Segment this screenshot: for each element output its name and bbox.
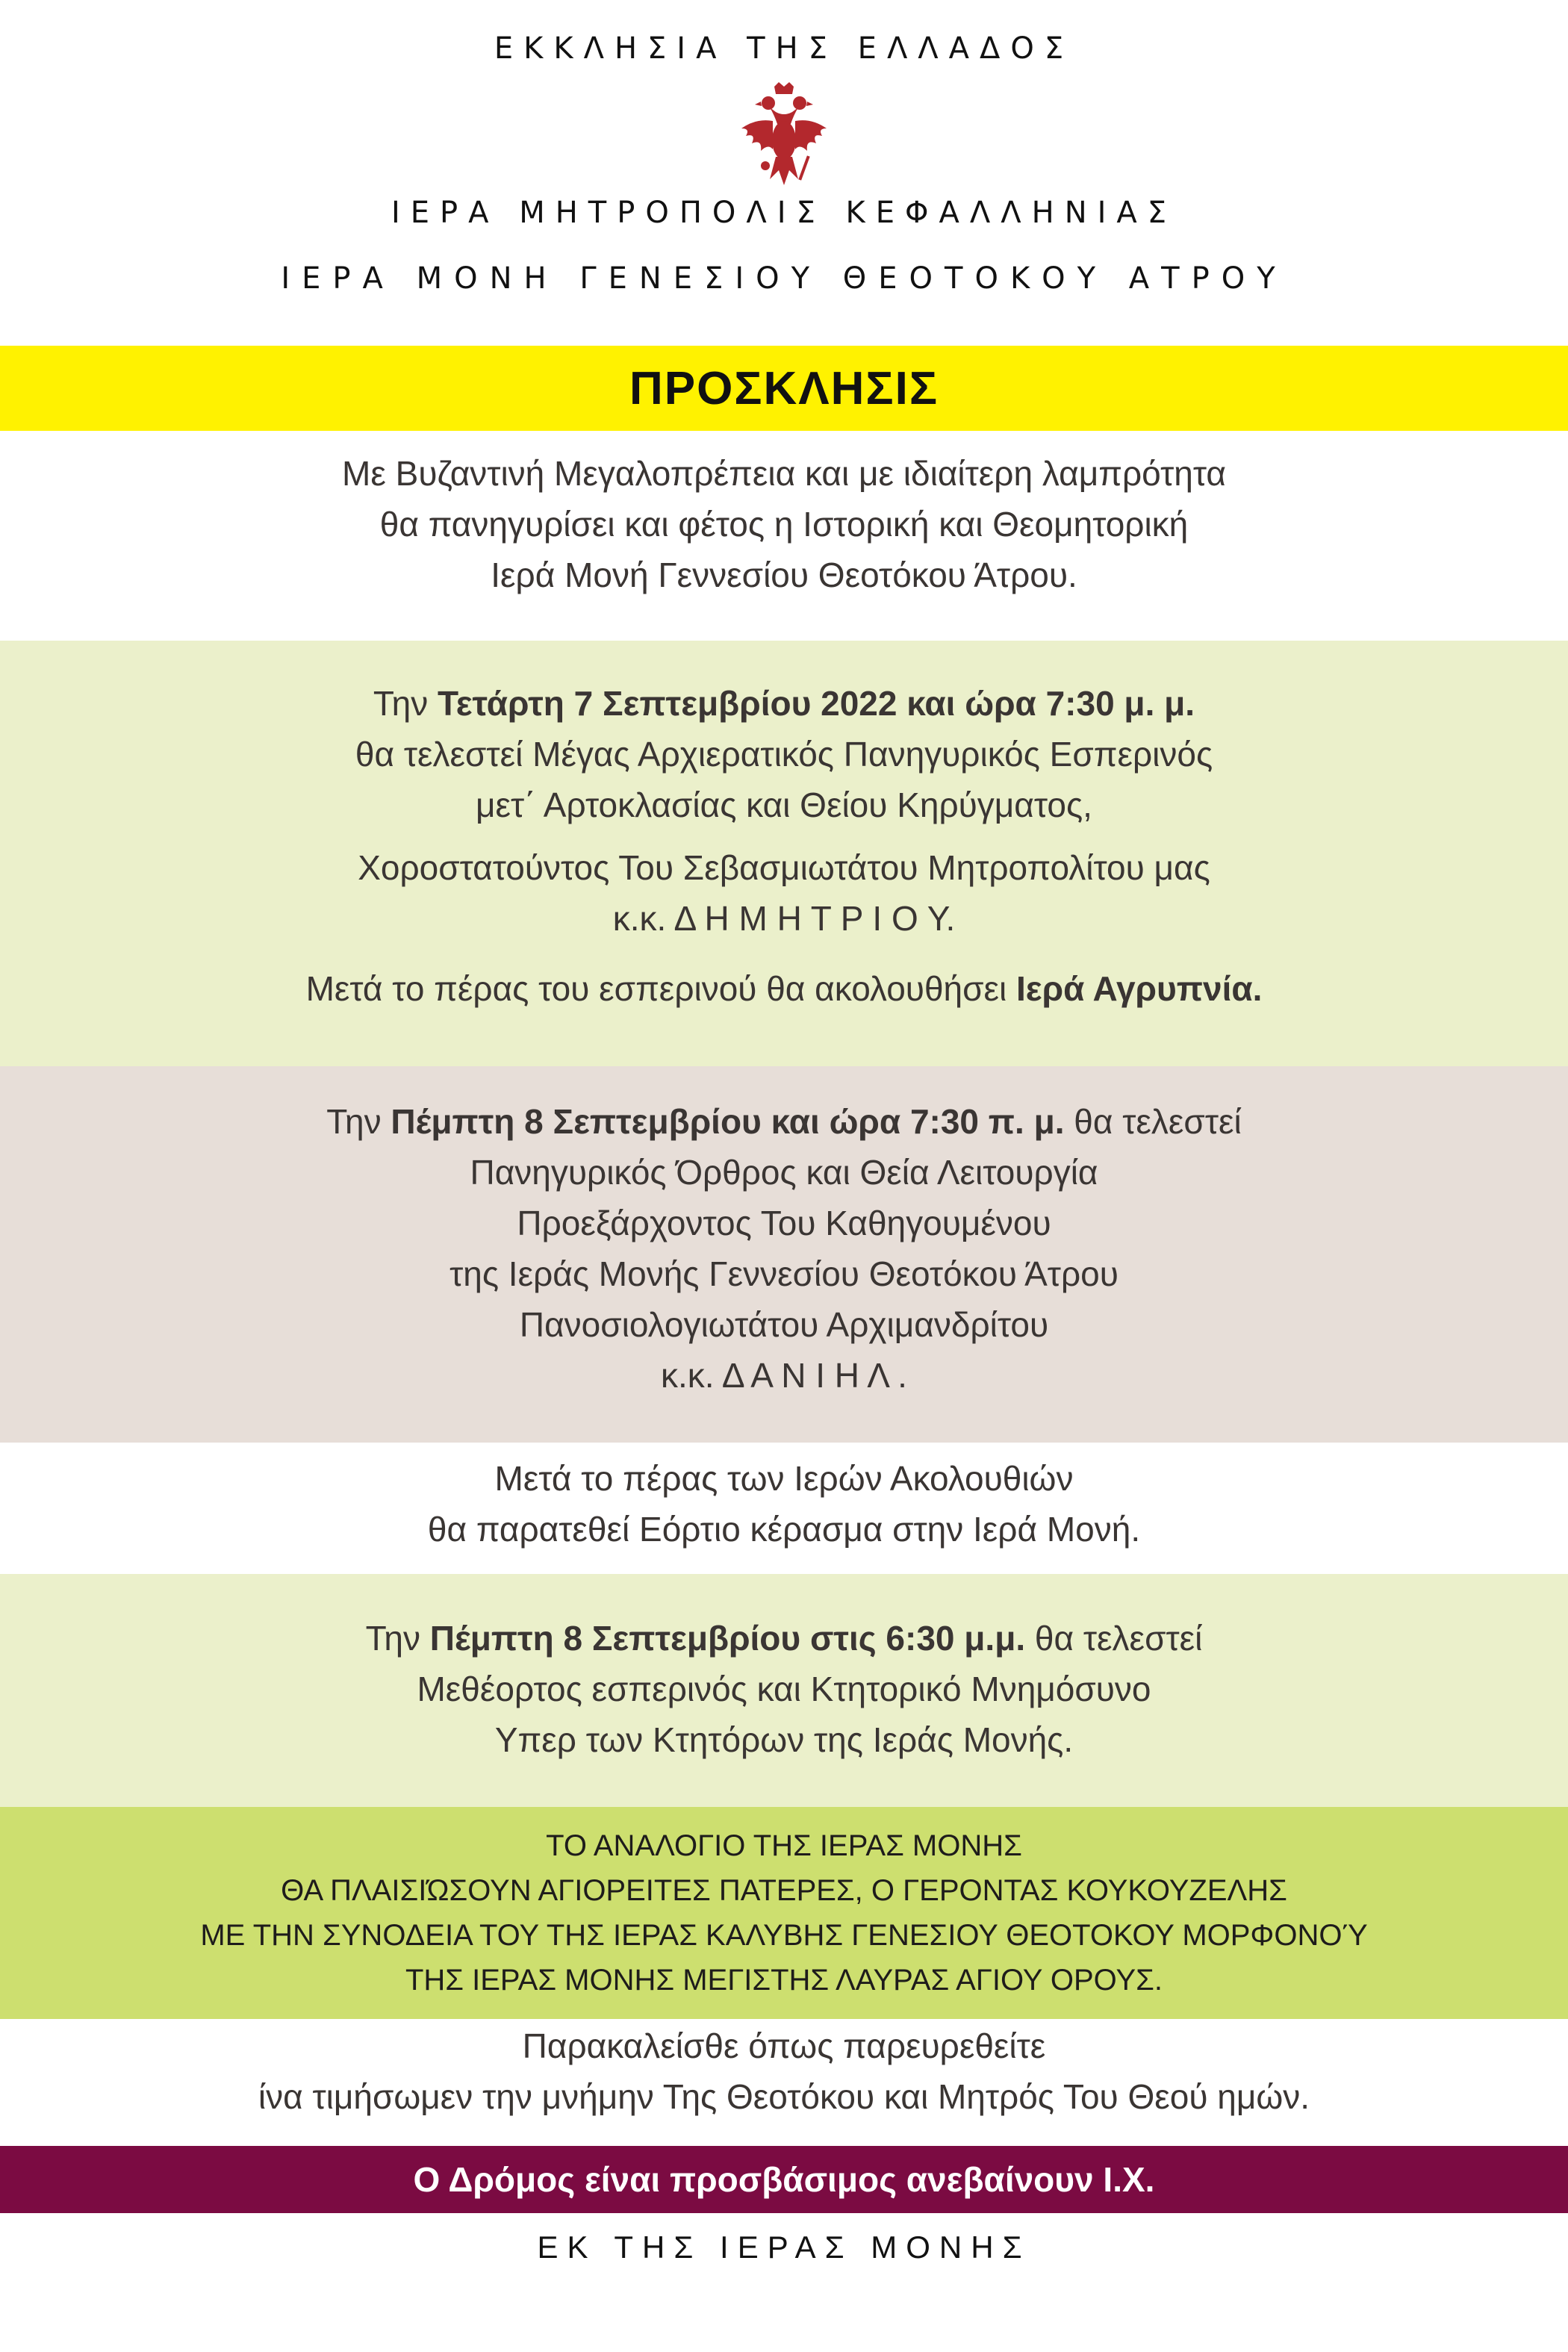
metropolis-heading: ΙΕΡΑ ΜΗΤΡΟΠΟΛΙΣ ΚΕΦΑΛΛΗΝΙΑΣ bbox=[391, 196, 1177, 230]
liturgy-section bbox=[0, 1066, 1568, 1443]
chanters-line: ΤΟ ΑΝΑΛΟΓΙΟ ΤΗΣ ΙΕΡΑΣ ΜΟΝΗΣ bbox=[546, 1829, 1022, 1862]
intro-paragraph bbox=[0, 448, 1568, 600]
vigil-line: Μετά το πέρας του εσπερινού θα ακολουθήσει Ιερά Αγρυπνία. bbox=[305, 969, 1263, 1008]
liturgy-date: Πέμπτη 8 Σεπτεμβρίου και ώρα 7:30 π. μ. bbox=[391, 1102, 1065, 1141]
vespers-line: θα τελεστεί Μέγας Αρχιερατικός Πανηγυρικός Εσπερινός bbox=[355, 735, 1213, 774]
liturgy-line: Προεξάρχοντος Του Καθηγουμένου bbox=[517, 1204, 1051, 1242]
refreshment-line: θα παρατεθεί Εόρτιο κέρασμα στην Ιερά Μονή. bbox=[427, 1510, 1141, 1549]
memorial-date: Πέμπτη 8 Σεπτεμβρίου στις 6:30 μ.μ. bbox=[429, 1619, 1026, 1658]
closing-line: ίνα τιμήσωμεν την μνήμην Της Θεοτόκου και Μητρός Του Θεού ημών. bbox=[258, 2077, 1310, 2116]
intro-line: Με Βυζαντινή Μεγαλοπρέπεια και με ιδιαίτερη λαμπρότητα bbox=[342, 454, 1226, 493]
intro-line: θα πανηγυρίσει και φέτος η Ιστορική και Θεομητορική bbox=[379, 505, 1189, 544]
monastery-heading: ΙΕΡΑ ΜΟΝΗ ΓΕΝΕΣΙΟΥ ΘΕΟΤΟΚΟΥ ΑΤΡΟΥ bbox=[281, 261, 1287, 296]
chanters-line: ΘΑ ΠΛΑΙΣΙΏΣΟΥΝ ΑΓΙΟΡΕΙΤΕΣ ΠΑΤΕΡΕΣ, Ο ΓΕΡΟΝΤΑΣ ΚΟΥΚΟΥΖΕΛΗΣ bbox=[281, 1874, 1287, 1907]
page-title: ΠΡΟΣΚΛΗΣΙΣ bbox=[629, 362, 939, 414]
liturgy-line: της Ιεράς Μονής Γεννεσίου Θεοτόκου Άτρου bbox=[449, 1254, 1119, 1293]
double-headed-eagle-icon bbox=[735, 82, 833, 194]
church-heading: ΕΚΚΛΗΣΙΑ ΤΗΣ ΕΛΛΑΔΟΣ bbox=[494, 31, 1074, 66]
vespers-date: Τετάρτη 7 Σεπτεμβρίου 2022 και ώρα 7:30 μ. μ. bbox=[438, 684, 1195, 723]
intro-line: Ιερά Μονή Γεννεσίου Θεοτόκου Άτρου. bbox=[491, 556, 1077, 594]
memorial-line: Υπερ των Κτητόρων της Ιεράς Μονής. bbox=[494, 1720, 1074, 1759]
liturgy-line: Πανοσιολογιωτάτου Αρχιμανδρίτου bbox=[519, 1305, 1049, 1344]
road-notice: Ο Δρόμος είναι προσβάσιμος ανεβαίνουν Ι.Χ. bbox=[413, 2160, 1155, 2199]
memorial-line: Μεθέορτος εσπερινός και Κτητορικό Μνημόσυνο bbox=[417, 1670, 1151, 1708]
vespers-line: μετ΄ Αρτοκλασίας και Θείου Κηρύγματος, bbox=[476, 785, 1092, 824]
vigil-label: Ιερά Αγρυπνία. bbox=[1016, 969, 1263, 1008]
chanters-line: ΤΗΣ ΙΕΡΑΣ ΜΟΝΗΣ ΜΕΓΙΣΤΗΣ ΛΑΥΡΑΣ ΑΓΙΟΥ ΟΡΟΥΣ. bbox=[405, 1964, 1163, 1997]
liturgy-line: Πανηγυρικός Όρθρος και Θεία Λειτουργία bbox=[470, 1153, 1098, 1192]
liturgy-date-line: Την Πέμπτη 8 Σεπτεμβρίου και ώρα 7:30 π. μ. θα τελεστεί bbox=[326, 1102, 1242, 1141]
refreshment-paragraph bbox=[0, 1453, 1568, 1555]
memorial-date-line: Την Πέμπτη 8 Σεπτεμβρίου στις 6:30 μ.μ. θα τελεστεί bbox=[365, 1619, 1203, 1658]
closing-paragraph bbox=[0, 2020, 1568, 2122]
chanters-line: ΜΕ ΤΗΝ ΣΥΝΟΔΕΙΑ ΤΟΥ ΤΗΣ ΙΕΡΑΣ ΚΑΛΥΒΗΣ ΓΕΝΕΣΙΟΥ ΘΕΟΤΟΚΟΥ ΜΟΡΦΟΝΟΎ bbox=[200, 1919, 1368, 1952]
closing-line: Παρακαλείσθε όπως παρευρεθείτε bbox=[522, 2026, 1046, 2065]
title-band bbox=[0, 346, 1568, 431]
refreshment-line: Μετά το πέρας των Ιερών Ακολουθιών bbox=[494, 1459, 1074, 1498]
signature: ΕΚ ΤΗΣ ΙΕΡΑΣ ΜΟΝΗΣ bbox=[537, 2230, 1031, 2265]
abbot-name: κ.κ. Δ Α Ν Ι Η Λ . bbox=[661, 1356, 907, 1395]
vespers-section bbox=[0, 641, 1568, 1066]
bishop-name: κ.κ. Δ Η Μ Η Τ Ρ Ι Ο Υ. bbox=[612, 899, 956, 938]
vespers-line: Χοροστατούντος Του Σεβασμιωτάτου Μητροπολίτου μας bbox=[358, 848, 1210, 887]
emblem bbox=[0, 82, 1568, 194]
memorial-section bbox=[0, 1574, 1568, 1807]
road-notice-band bbox=[0, 2146, 1568, 2213]
chanters-section bbox=[0, 1807, 1568, 2019]
vespers-date-line: Την Τετάρτη 7 Σεπτεμβρίου 2022 και ώρα 7:30 μ. μ. bbox=[373, 684, 1195, 723]
